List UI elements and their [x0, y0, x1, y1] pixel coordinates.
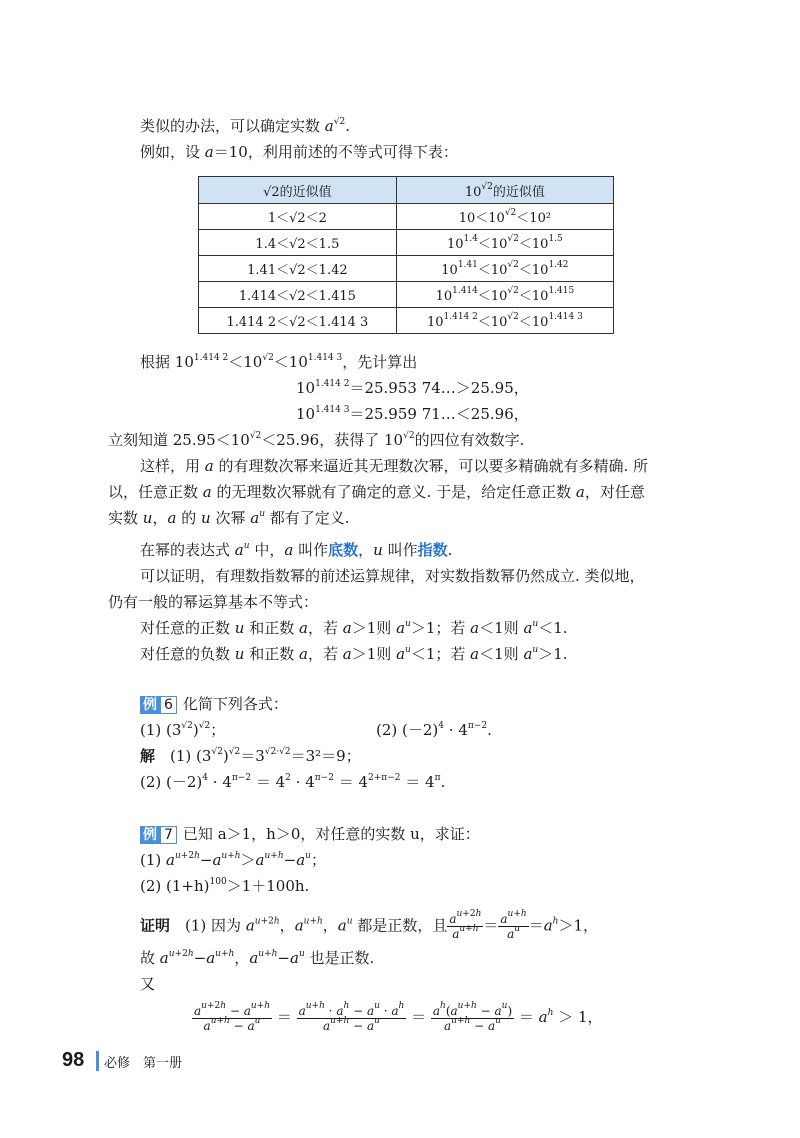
example-6-heading: 例 6 化简下列各式：	[140, 694, 288, 714]
text-line: 可以证明，有理数指数幂的前述运算规律，对实数指数幂仍然成立. 类似地，	[140, 567, 645, 585]
table-row: 1.41＜√2＜1.42 $10^{1.41}<10^{√2}<10^{1.42}$	[199, 256, 614, 282]
table-header: $10^{√2}$的近似值	[396, 177, 613, 204]
proof: 又	[140, 975, 156, 993]
example-tag: 例	[140, 696, 160, 714]
footer-bar	[96, 1051, 99, 1071]
table-row: 1.414＜√2＜1.415 $10^{1.414}<10^{√2}<10^{1.415}$	[199, 282, 614, 308]
proof: 证明 (1) 因为 $a^{u+2h}$，$a^{u+h}$，$a^u$ 都是正数，且 $\frac{a^{u+2h}}{a^{u+h}}$ ＝ $\frac{a^{u+h}}{a^u}$ $=a^h>1$，	[140, 909, 598, 941]
text-line: 类似的办法，可以确定实数 $a^{√2}$.	[140, 117, 350, 135]
text-line: 以，任意正数 a 的无理数次幂就有了确定的意义. 于是，给定任意正数 a，对任意	[108, 483, 645, 501]
text-line: 例如，设 a＝10，利用前述的不等式可得下表：	[140, 143, 458, 161]
question: (1) $(3^{√2})^{√2}$；	[140, 721, 226, 739]
example-number: 6	[160, 696, 177, 714]
keyword-base: 底数	[328, 541, 359, 559]
text-line: 实数 u，a 的 u 次幂 $a^u$ 都有了定义.	[108, 509, 350, 527]
book-title: 必修 第一册	[104, 1056, 183, 1071]
table-row: 1.4＜√2＜1.5 $10^{1.4}<10^{√2}<10^{1.5}$	[199, 230, 614, 256]
keyword-exponent: 指数	[417, 541, 448, 559]
solution: (2) $(-2)^4 \cdot 4^{\pi-2} = 4^2 \cdot 4^{\pi-2} = 4^{2+\pi-2} = 4^\pi$.	[140, 773, 446, 791]
example-number: 7	[160, 826, 177, 844]
page-number: 98	[62, 1049, 85, 1071]
display-equation: $\frac{a^{u+2h} - a^{u+h}}{a^{u+h} - a^u}$ ＝ $\frac{a^{u+h} \cdot a^h - a^u \cdot a^h}{a^{u+h} - a^u}$ ＝ $\frac{a^h(a^{u+h} - a^u)}{a^{u+h} - a^u}$ ＝ $a^h > 1$，	[194, 1000, 603, 1033]
text-line: 立刻知道 $25.95<10^{√2}<25.96$，获得了 $10^{√2}$的四位有效数字.	[108, 431, 525, 449]
table-row: 1＜√2＜2 $10<10^{√2}<10^2$	[199, 204, 614, 230]
text-line: 在幂的表达式 $a^u$ 中，a 叫作底数，u 叫作指数.	[140, 541, 453, 559]
table-header: √2的近似值	[199, 177, 397, 204]
text-line: 对任意的负数 u 和正数 a，若 a＞1则 $a^u<1$；若 a＜1则 $a^u>1$.	[140, 645, 568, 663]
question: (1) $a^{u+2h}-a^{u+h}>a^{u+h}-a^u$；	[140, 851, 326, 869]
equation: $10^{1.414 3}=25.959$ 71…＜25.96，	[296, 405, 529, 423]
question: (2) $(-2)^4 \cdot 4^{\pi-2}$.	[376, 721, 492, 739]
example-7-heading: 例 7 已知 a＞1，h＞0，对任意的实数 u，求证：	[140, 824, 480, 844]
example-tag: 例	[140, 826, 160, 844]
approximation-table	[198, 176, 614, 334]
proof: 故 $a^{u+2h}-a^{u+h}$，$a^{u+h}-a^u$ 也是正数.	[140, 949, 375, 967]
question: (2) $(1+h)^{100}>1+100h$.	[140, 877, 310, 895]
text-line: 对任意的正数 u 和正数 a，若 a＞1则 $a^u>1$；若 a＜1则 $a^u<1$.	[140, 619, 568, 637]
equation: $10^{1.414 2}=25.953$ 74…＞25.95，	[296, 379, 529, 397]
solution: 解 (1) $(3^{√2})^{√2}=3^{√2\cdot√2}=3^2=9$；	[140, 747, 361, 765]
text-line: 仍有一般的幂运算基本不等式：	[108, 593, 319, 611]
table-row: 1.414 2＜√2＜1.414 3 $10^{1.414 2}<10^{√2}<10^{1.414 3}$	[199, 308, 614, 334]
text-line: 这样，用 a 的有理数次幂来逼近其无理数次幂，可以要多精确就有多精确. 所	[140, 457, 649, 475]
text-line: 根据 $10^{1.414 2}<10^{√2}<10^{1.414 3}$，先计算出	[140, 353, 418, 371]
